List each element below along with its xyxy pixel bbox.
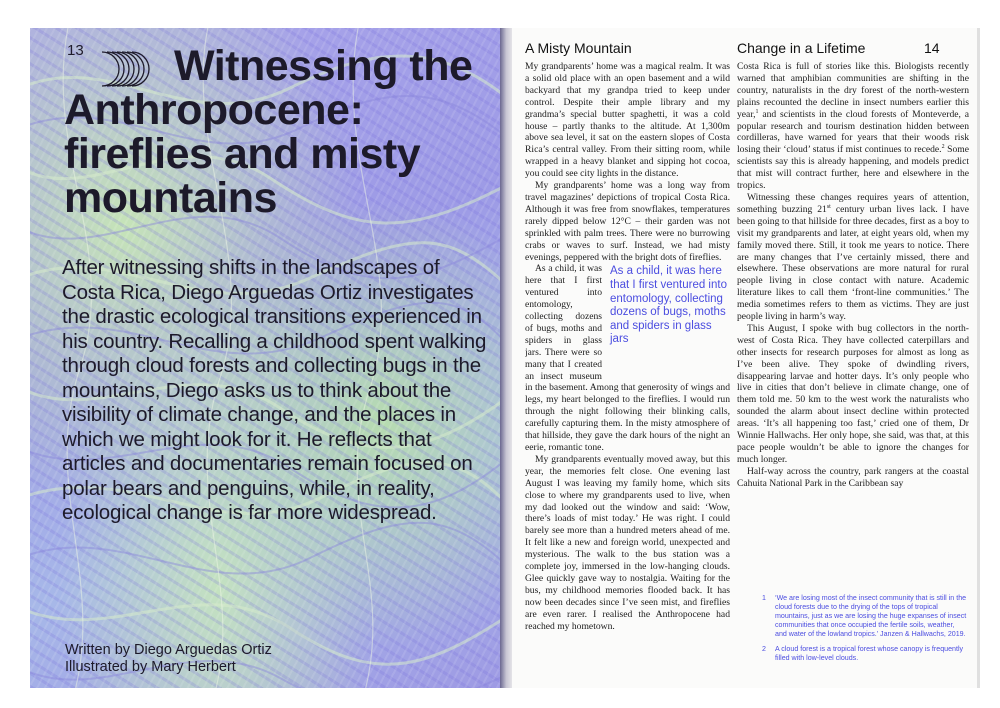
footnotes bbox=[762, 594, 967, 669]
credits bbox=[65, 642, 485, 676]
running-head-right: Change in a Lifetime bbox=[737, 40, 866, 56]
illustrator-credit: Illustrated by Mary Herbert bbox=[65, 659, 236, 675]
paragraph: Half-way across the country, park rangers at the coastal Cahuita National Park in the Caribbean say bbox=[737, 465, 969, 489]
paragraph: My grandparents’ home was a magical realm. It was a solid old place with an open basement and a wild backyard that my grandpa tried to keep under control. Despite their ample library and my grandma’s special butter spaghetti, it was a cold house – partly thanks to the altitude. At 1,300m above sea level, it sat on the eastern slopes of Costa Rica’s central valley. From their sitting room, while wrapped in a heavy blanket and sipping hot cocoa, you could see city lights in the distance. bbox=[525, 61, 730, 180]
footnote-text: A cloud forest is a tropical forest whose canopy is frequently filled with low-level clouds. bbox=[775, 645, 964, 662]
paragraph: Costa Rica is full of stories like this. Biologists recently warned that amphibian communities are shifting in the country, naturalists in the dry forest of the north-western plains recounted the decline in insect numbers earlier this year,$^1$ and scientists in the cloud forests of Monteverde, a popular research and tourism destination hidden between cordilleras, have warned for years that their woods risk losing their ‘cloud’ status if mist continues to recede.$^2$ Some scientists say this is already happening, and models predict that mist will contract further, here and elsewhere in the tropics. bbox=[737, 61, 969, 192]
pull-quote: As a child, it was here that I first ventured into entomology, collecting dozens of bugs, moths and spiders in glass jars bbox=[610, 265, 727, 346]
paragraph: My grandparents’ home was a long way from travel magazines’ depictions of tropical Costa Rica. Although it was free from snowflakes, temperatures rarely dipped below 12°C – their garden was not sprinkled with palm trees. There were no burrowing crabs or waves to surf. Instead, we had misty evenings, peppered with the bright dots of fireflies. bbox=[525, 180, 730, 263]
running-head-left: A Misty Mountain bbox=[525, 40, 632, 56]
left-page bbox=[30, 28, 502, 688]
footnote-number: 1 bbox=[762, 594, 766, 602]
right-page bbox=[512, 28, 980, 688]
footnote-ref[interactable]: 1 bbox=[755, 108, 759, 115]
footnote bbox=[762, 645, 967, 663]
article-headline: Witnessing the Anthropocene: fireflies and misty mountains bbox=[64, 42, 473, 222]
footnote bbox=[762, 594, 967, 639]
footnote-text: ‘We are losing most of the insect community that is still in the cloud forests due to the drying of the tops of tropical mountains, just as we are losing the huge expanses of insect communities that once occupied the fertile soils, weather, and water of the lowland tropics.’ Janzen & Hallwachs, 2019. bbox=[775, 594, 967, 638]
page-number-right: 14 bbox=[924, 40, 940, 56]
footnote-number: 2 bbox=[762, 645, 766, 653]
paragraph: Witnessing these changes requires years of attention, something buzzing 21st century urban lives lack. I have been going to that hillside for three decades, first as a boy to visit my grandparents and later, at eight years old, when my family moved there. Still, it took me years to notice. There are many changes that I’ve certainly missed, there and elsewhere. These observations are more natural for rural people living in close contact with nature. Academic literature likes to call them ‘front-line communities.’ The media sometimes refers to them as victims. They are just people living in harm’s way. bbox=[737, 191, 969, 323]
footnote-ref[interactable]: 2 bbox=[941, 144, 945, 151]
page-number: 13 bbox=[67, 42, 84, 59]
paragraph: This August, I spoke with bug collectors in the north-west of Costa Rica. They have collected caterpillars and other insects for research purposes for almost as long as I’ve been alive. They spoke of dwindling rivers, disappearing larvae and hotter days. It’s only people who live in cities that don’t believe in climate change, one of them told me. 50 km to the west work the naturalists who sounded the alarm about insect decline within protected areas. ‘It’s all happening too fast,’ cried one of them, Dr Winnie Hallwachs. Her only hope, she said, was that, at this pace people wouldn’t be able to ignore the changes for much longer. bbox=[737, 322, 969, 465]
author-credit: Written by Diego Arguedas Ortiz bbox=[65, 642, 272, 658]
article-standfirst: After witnessing shifts in the landscapes of Costa Rica, Diego Arguedas Ortiz investigates the drastic ecological transitions experienced in his country. Recalling a childhood spent walking through cloud forests and collecting bugs in the mountains, Diego asks us to think about the visibility of climate change, and the places in which we might look for it. He reflects that articles and documentaries remain focused on polar bears and penguins, while, in reality, ecological change is far more widespread. bbox=[62, 256, 487, 524]
paragraph: My grandparents eventually moved away, but this year, the memories felt close. One evening last August I was leaving my family home, which sits close to where my grandparents used to live, when my dad looked out the window and said: ‘Wow, there’s loads of mist today.’ He was right. I could barely see more than a hundred meters ahead of me. It felt like a new and foreign world, unexpected and mysterious. The walk to the bus station was a complete joy, immersed in the low-hanging clouds. Glee quickly gave way to nostalgia. Waiting for the bus, my childhood memories flooded back. It has now been decades since I’ve seen mist, and fireflies are even rarer. I realised the Anthropocene had reached my hometown. bbox=[525, 453, 730, 632]
paragraph: As a child, it was here that I first ventured into entomology, collecting dozens of bugs, moths and spiders in glass jars. There were so many that I created an insect museum in the basement. Among that generosity of wings and legs, my heart belonged to the fireflies. I would run through the night following their blinking calls, carefully capturing them. In the misty atmosphere of that hillside, they gave the dark hours of the night an eerie, romantic tone. bbox=[525, 263, 730, 453]
body-column-1 bbox=[525, 61, 730, 681]
body-column-2 bbox=[737, 61, 969, 581]
